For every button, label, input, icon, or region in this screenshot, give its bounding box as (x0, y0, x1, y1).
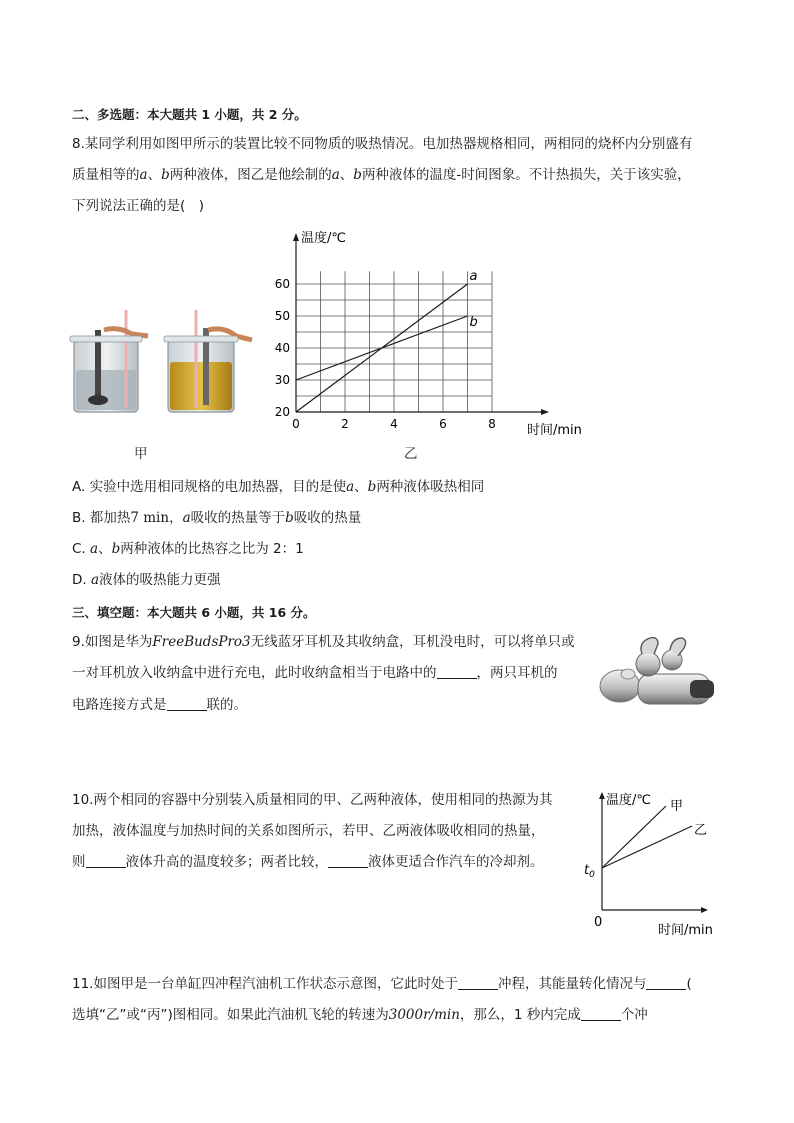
separator: 、 (339, 167, 354, 183)
line-yi-label: 乙 (694, 823, 708, 838)
chart-series (296, 269, 478, 412)
var-b: b (161, 167, 170, 183)
origin-label: 0 (594, 915, 603, 930)
option-b-text: B. 都加热 (72, 510, 131, 526)
q9-text: ，两只耳机的 (476, 665, 558, 681)
section-heading-fill-in: 三、填空题：本大题共 6 小题，共 16 分。 (72, 605, 316, 620)
q10-line-1: 10.两个相同的容器中分别装入质量相同的甲、乙两种液体，使用相同的热源为其 (72, 792, 553, 808)
x-tick-label: 6 (439, 417, 447, 431)
var-b: b (111, 541, 121, 557)
q10-text: 液体更适合作汽车的冷却剂。 (368, 854, 544, 870)
separator: 、 (147, 167, 162, 183)
q11-line-1 (72, 974, 692, 994)
answer-blank[interactable] (646, 975, 686, 990)
line-jia (602, 806, 666, 868)
var-b: b (353, 167, 362, 183)
q11-text: 11.如图甲是一台单缸四冲程汽油机工作状态示意图，它此时处于 (72, 976, 458, 992)
var-a: a (90, 572, 100, 588)
var-b: b (285, 510, 294, 526)
figure-label-yi: 乙 (404, 446, 418, 462)
section-heading-multiple-choice: 二、多选题：本大题共 1 小题，共 2 分。 (72, 107, 307, 122)
option-d-text: 液体的吸热能力更强 (99, 572, 221, 588)
q9-line-1 (72, 632, 575, 652)
option-b-time: 7 min (130, 510, 170, 526)
series-label-a: a (469, 269, 478, 284)
q11-text: 个冲 (620, 1007, 648, 1023)
option-c[interactable] (72, 539, 304, 559)
option-a-text: A. 实验中选用相同规格的电加热器，目的是使 (72, 479, 347, 495)
answer-blank[interactable] (328, 853, 368, 868)
y-axis-arrow (599, 792, 605, 799)
q8-text: 两种液体，图乙是他绘制的 (169, 167, 332, 183)
q11-text: 选填“乙”或“丙”)图相同。如果此汽油机飞轮的转速为 (72, 1007, 389, 1023)
line-yi (602, 826, 692, 868)
temperature-time-chart (265, 228, 595, 440)
option-a[interactable] (72, 477, 484, 497)
series-label-b: b (469, 315, 478, 330)
q8-line-3: 下列说法正确的是( ) (72, 198, 205, 214)
answer-blank[interactable] (458, 975, 498, 990)
x-tick-label: 8 (488, 417, 496, 431)
figure-label-jia: 甲 (134, 446, 148, 462)
x-axis-arrow (541, 409, 549, 415)
option-d-text: D. (72, 572, 87, 588)
separator: 、 (98, 541, 112, 557)
option-b-text: 吸收的热量等于 (190, 510, 286, 526)
q10-temperature-time-graph (580, 788, 730, 940)
q10-text: 则 (72, 854, 86, 870)
x-tick-label: 4 (390, 417, 398, 431)
x-axis-arrow (701, 907, 708, 913)
q11-line-2 (72, 1005, 648, 1025)
line-jia-label: 甲 (670, 799, 684, 814)
q11-text: ( (686, 976, 692, 992)
q9-text: 一对耳机放入收纳盒中进行充电，此时收纳盒相当于电路中的 (72, 665, 437, 681)
y-tick-label: 40 (274, 341, 290, 355)
t0-label: $t_0$ (584, 863, 595, 880)
option-a-text: 两种液体吸热相同 (376, 479, 485, 495)
option-b[interactable] (72, 508, 361, 528)
answer-blank[interactable] (167, 696, 207, 711)
var-a: a (182, 510, 191, 526)
var-a: a (90, 541, 99, 557)
y-tick-label: 20 (274, 405, 290, 419)
q9-line-3 (72, 695, 247, 715)
q8-line-2 (72, 165, 691, 185)
product-name: FreeBudsPro3 (152, 634, 251, 650)
y-tick-label: 30 (274, 373, 290, 387)
y-tick-label: 50 (274, 309, 290, 323)
beaker-left (70, 310, 148, 412)
var-b: b (367, 479, 377, 495)
var-a: a (346, 479, 355, 495)
q8-line-1: 8.某同学利用如图甲所示的装置比较不同物质的吸热情况。电加热器规格相同，两相同的烧杯内分别盛有 (72, 136, 693, 152)
x-axis-label: 时间/min (527, 423, 582, 438)
q9-text: 9.如图是华为 (72, 634, 153, 650)
q9-line-2 (72, 663, 558, 683)
var-a: a (331, 167, 340, 183)
answer-blank[interactable] (581, 1006, 621, 1021)
q10-line-3 (72, 852, 544, 872)
y-tick-label: 60 (274, 277, 290, 291)
option-b-text: 吸收的热量 (293, 510, 362, 526)
y-axis-label: 温度/℃ (301, 231, 346, 246)
var-a: a (139, 167, 148, 183)
q8-text: 两种液体的温度-时间图象。不计热损失，关于该实验， (361, 167, 691, 183)
x-tick-label: 2 (341, 417, 349, 431)
option-c-text: C. (72, 541, 86, 557)
x-tick-label: 0 (292, 417, 300, 431)
q8-text: 质量相等的 (72, 167, 140, 183)
earbuds-case-illustration (598, 634, 724, 706)
y-axis-label: 温度/℃ (606, 793, 651, 808)
y-axis-arrow (293, 233, 299, 241)
q10-text: 液体升高的温度较多；两者比较， (125, 854, 328, 870)
q9-text: 无线蓝牙耳机及其收纳盒，耳机没电时，可以将单只或 (250, 634, 575, 650)
chart-axes (293, 233, 549, 415)
q11-text: 冲程，其能量转化情况与 (497, 976, 647, 992)
q10-line-2: 加热，液体温度与加热时间的关系如图所示，若甲、乙两液体吸收相同的热量， (72, 823, 545, 839)
option-d[interactable] (72, 570, 221, 590)
beaker-right (164, 310, 252, 412)
q11-text: ，那么，1 秒内完成 (459, 1007, 581, 1023)
answer-blank[interactable] (437, 664, 477, 679)
separator: 、 (354, 479, 368, 495)
x-axis-label: 时间/min (658, 923, 713, 938)
option-c-text: 两种液体的比热容之比为 2：1 (120, 541, 304, 557)
q9-text: 联的。 (206, 697, 247, 713)
beakers-illustration (68, 300, 268, 420)
answer-blank[interactable] (86, 853, 126, 868)
engine-speed: 3000r/min (388, 1007, 460, 1023)
separator: ， (169, 510, 183, 526)
q9-text: 电路连接方式是 (72, 697, 167, 713)
chart-grid (296, 271, 492, 412)
